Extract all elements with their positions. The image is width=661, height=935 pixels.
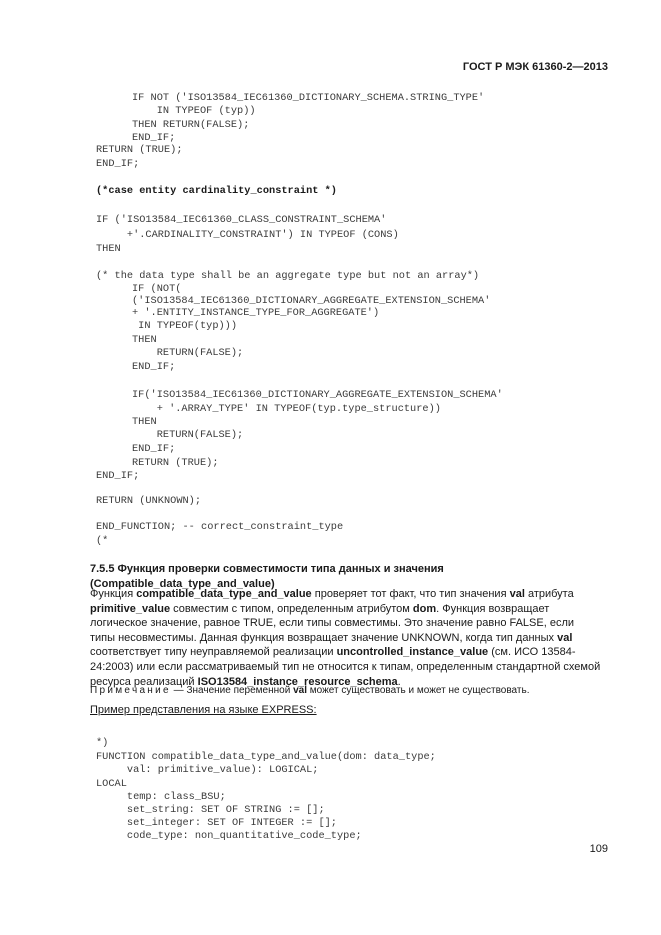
code-line: THEN RETURN(FALSE);: [132, 119, 250, 131]
code-line: ('ISO13584_IEC61360_DICTIONARY_AGGREGATE_EXTENSION_SCHEMA': [132, 295, 491, 307]
code-line: (* the data type shall be an aggregate type but not an array*): [96, 270, 480, 282]
code-line: + '.ENTITY_INSTANCE_TYPE_FOR_AGGREGATE'): [132, 307, 380, 319]
code-line: set_string: SET OF STRING := [];: [96, 804, 325, 816]
para-text: совместим с типом, определенным атрибутом: [170, 602, 413, 615]
code-line: RETURN(FALSE);: [132, 347, 244, 359]
code-line: RETURN(FALSE);: [132, 429, 244, 441]
note: [90, 685, 529, 696]
note-text: может существовать и может не существовать.: [307, 685, 530, 696]
page-number: 109: [589, 843, 608, 855]
code-line: END_IF;: [96, 158, 140, 170]
note-dash: —: [170, 685, 187, 696]
code-line: THEN: [96, 243, 121, 255]
note-text: Значение переменной: [186, 685, 294, 696]
code-line: RETURN (TRUE);: [96, 144, 183, 156]
code-line: THEN: [132, 416, 157, 428]
section-title: Функция проверки совместимости типа данных и значения (Compatible_data_type_and_value): [90, 563, 444, 590]
para-text: . Функция возвращает логическое значение, равное TRUE, если типы совместимы. Это значение равно FALSE, если типы несовместимы. Данная функция возвращает значение UNKNOWN, когда тип данных: [90, 602, 575, 644]
code-line: LOCAL: [96, 778, 127, 790]
code-line: temp: class_BSU;: [96, 791, 226, 803]
para-text: атрибута: [524, 588, 574, 600]
code-line: IF NOT ('ISO13584_IEC61360_DICTIONARY_SCHEMA.STRING_TYPE': [132, 92, 485, 104]
code-line: *): [96, 737, 109, 749]
para-text: проверяет тот факт, что тип значения: [311, 588, 510, 600]
para-text: соответствует типу неуправляемой реализации: [90, 646, 337, 659]
code-line: END_FUNCTION; -- correct_constraint_type: [96, 521, 344, 533]
code-line: IF('ISO13584_IEC61360_DICTIONARY_AGGREGATE_EXTENSION_SCHEMA': [132, 389, 503, 401]
para-term: compatible_data_type_and_value: [136, 588, 312, 600]
para-text: (см. ИСО 13584-24:2003) или если рассматриваемый тип не относится к типам, определенным стандартной схемой ресурса реализаций: [90, 646, 601, 688]
note-label: Примечание: [90, 685, 171, 696]
para-term: val: [557, 631, 573, 644]
document-number: ГОСТ Р МЭК 61360-2—2013: [462, 61, 608, 73]
para-term: primitive_value: [90, 602, 171, 615]
code-line: + '.ARRAY_TYPE' IN TYPEOF(typ.type_structure)): [132, 403, 441, 415]
case-comment-heading: (*case entity cardinality_constraint *): [96, 185, 337, 197]
code-line: IF ('ISO13584_IEC61360_CLASS_CONSTRAINT_SCHEMA': [96, 214, 387, 226]
code-line: code_type: non_quantitative_code_type;: [96, 830, 362, 842]
code-line: RETURN (UNKNOWN);: [96, 495, 202, 507]
code-line: set_integer: SET OF INTEGER := [];: [96, 817, 337, 829]
para-text: Функция: [90, 588, 137, 600]
note-term: val: [293, 685, 307, 696]
code-line: IN TYPEOF (typ)): [132, 105, 256, 117]
code-line: RETURN (TRUE);: [132, 457, 219, 469]
code-line: END_IF;: [96, 470, 140, 482]
code-line: +'.CARDINALITY_CONSTRAINT') IN TYPEOF (CONS): [96, 229, 399, 241]
code-line: val: primitive_value): LOGICAL;: [96, 764, 319, 776]
code-line: END_IF;: [132, 361, 176, 373]
para-text: .: [397, 675, 401, 688]
code-line: THEN: [132, 334, 157, 346]
body-paragraph: [90, 587, 601, 689]
code-line: FUNCTION compatible_data_type_and_value(dom: data_type;: [96, 751, 436, 763]
code-line: IN TYPEOF(typ))): [132, 320, 238, 332]
code-line: (*: [96, 535, 109, 547]
example-title: Пример представления на языке EXPRESS:: [90, 704, 317, 716]
section-number: 7.5.5: [90, 563, 115, 575]
code-line: END_IF;: [132, 132, 176, 144]
code-line: END_IF;: [132, 443, 176, 455]
para-term: uncontrolled_instance_value: [336, 646, 489, 659]
para-term: val: [509, 588, 525, 600]
para-term: dom: [412, 602, 437, 615]
code-line: IF (NOT(: [132, 283, 182, 295]
para-term: ISO13584_instance_resource_schema: [197, 675, 398, 688]
